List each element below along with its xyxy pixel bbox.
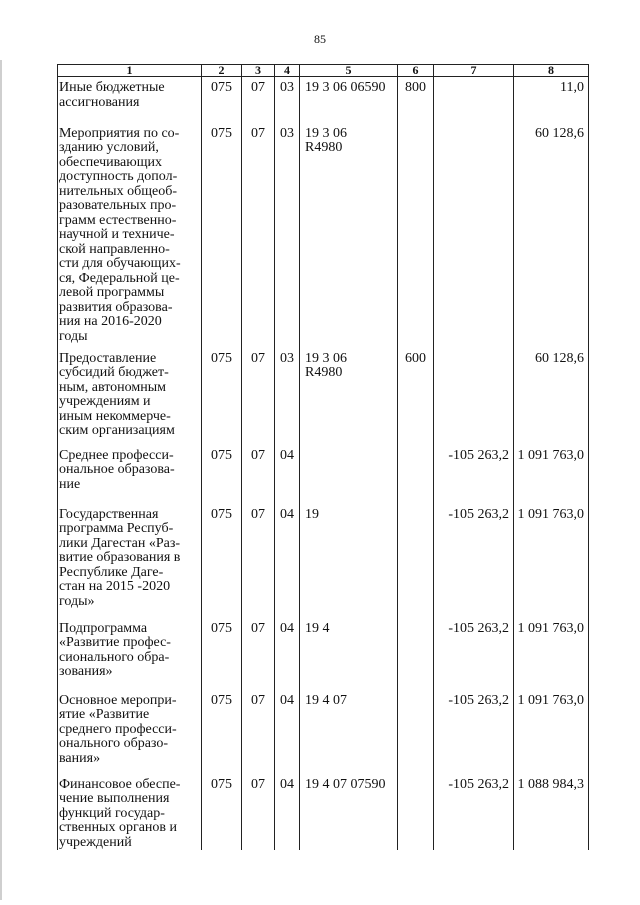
item-name-line: годы» [59, 593, 95, 609]
item-name-cell [58, 123, 202, 348]
item-name-line: учреждений [59, 834, 132, 850]
item-name-line: ся, Федеральной це- [59, 270, 180, 286]
ministry-code-cell: 075 [202, 123, 242, 348]
expense-type-cell [398, 123, 434, 348]
ministry-code-cell: 075 [202, 690, 242, 774]
header-row [58, 65, 589, 77]
table-row [58, 445, 589, 504]
change-amount-cell: -105 263,2 [434, 445, 514, 504]
item-name-line: Предоставление [59, 350, 157, 366]
subsection-code-cell: 04 [275, 504, 300, 618]
item-name-line: «Развитие профес- [59, 635, 171, 650]
ministry-code-cell: 075 [202, 504, 242, 618]
subsection-code-cell: 04 [275, 618, 300, 690]
item-name-line: грамм естественно- [59, 212, 177, 228]
subsection-code-cell: 03 [275, 123, 300, 348]
item-name-cell [58, 504, 202, 618]
total-amount-cell: 1 091 763,0 [514, 690, 589, 774]
table-row [58, 774, 589, 851]
item-name-line: иным некоммерче- [59, 408, 171, 424]
section-code-cell: 07 [242, 690, 275, 774]
total-amount-cell: 1 091 763,0 [514, 504, 589, 618]
target-article-line: 19 4 [305, 620, 330, 636]
column-header: 5 [300, 65, 398, 77]
item-name-line: ятие «Развитие [59, 707, 150, 722]
item-name-line: ние [59, 476, 81, 492]
change-amount-cell: -105 263,2 [434, 774, 514, 851]
item-name-line: Среднее професси- [59, 447, 174, 463]
item-name-line: функций государ- [59, 805, 165, 821]
expense-type-cell [398, 774, 434, 851]
item-name-line: среднего професси- [59, 721, 177, 737]
item-name-cell [58, 445, 202, 504]
item-name-line: обеспечивающих [59, 154, 162, 170]
target-article-cell [300, 77, 398, 123]
item-name-line: Финансовое обеспе- [59, 776, 181, 792]
target-article-cell [300, 774, 398, 851]
item-name-cell [58, 348, 202, 445]
subsection-code-cell: 04 [275, 445, 300, 504]
target-article-cell [300, 445, 398, 504]
change-amount-cell: -105 263,2 [434, 690, 514, 774]
change-amount-cell: -105 263,2 [434, 618, 514, 690]
item-name-line: годы [59, 328, 88, 344]
target-article-cell [300, 348, 398, 445]
page-number: 85 [314, 32, 326, 46]
item-name-line: Мероприятия по со- [59, 125, 180, 141]
ministry-code-cell: 075 [202, 618, 242, 690]
item-name-line: стан на 2015 -2020 [59, 579, 171, 594]
item-name-line: зования» [59, 664, 113, 679]
item-name-line: Республике Даге- [59, 564, 164, 580]
section-code-cell: 07 [242, 123, 275, 348]
item-name-line: Государственная [59, 506, 159, 522]
table-row [58, 348, 589, 445]
item-name-line: онального образо- [59, 736, 169, 751]
item-name-line: левой программы [59, 285, 165, 300]
ministry-code-cell: 075 [202, 774, 242, 851]
ministry-code-cell: 075 [202, 348, 242, 445]
total-amount-cell: 1 091 763,0 [514, 445, 589, 504]
total-amount-cell: 11,0 [514, 77, 589, 123]
ministry-code-cell: 075 [202, 77, 242, 123]
item-name-line: ния на 2016-2020 [59, 314, 162, 329]
item-name-line: разовательных про- [59, 198, 177, 213]
table-row [58, 77, 589, 123]
column-header: 4 [275, 65, 300, 77]
target-article-line: 19 3 06 [305, 125, 347, 141]
item-name-line: доступность допол- [59, 169, 178, 184]
subsection-code-cell: 04 [275, 690, 300, 774]
table-row [58, 123, 589, 348]
item-name-line: ским организациям [59, 423, 175, 438]
expense-type-cell [398, 504, 434, 618]
scan-left-edge [0, 60, 2, 900]
item-name-line: ской направленно- [59, 241, 170, 257]
target-article-line: 19 [305, 506, 319, 522]
target-article-line: 19 4 07 [305, 692, 347, 708]
item-name-line: сионального обра- [59, 649, 170, 665]
expense-type-cell [398, 445, 434, 504]
total-amount-cell: 60 128,6 [514, 123, 589, 348]
item-name-line: витие образования в [59, 550, 181, 565]
change-amount-cell: -105 263,2 [434, 504, 514, 618]
target-article-cell [300, 618, 398, 690]
column-header: 6 [398, 65, 434, 77]
target-article-cell [300, 690, 398, 774]
column-header: 1 [58, 65, 202, 77]
section-code-cell: 07 [242, 445, 275, 504]
item-name-line: развития образова- [59, 299, 173, 315]
item-name-line: Основное меропри- [59, 692, 177, 708]
column-header: 7 [434, 65, 514, 77]
item-name-line: ственных органов и [59, 820, 178, 835]
item-name-line: научной и техниче- [59, 227, 175, 242]
ministry-code-cell: 075 [202, 445, 242, 504]
change-amount-cell [434, 348, 514, 445]
item-name-line: Иные бюджетные [59, 80, 165, 95]
section-code-cell: 07 [242, 77, 275, 123]
item-name-cell [58, 618, 202, 690]
target-article-line: R4980 [305, 365, 343, 380]
expense-type-cell: 800 [398, 77, 434, 123]
table-row [58, 618, 589, 690]
item-name-line: сти для обучающих- [59, 256, 181, 271]
change-amount-cell [434, 123, 514, 348]
item-name-cell [58, 77, 202, 123]
item-name-line: зданию условий, [59, 140, 159, 155]
total-amount-cell: 1 088 984,3 [514, 774, 589, 851]
column-header: 3 [242, 65, 275, 77]
target-article-line: 19 3 06 [305, 350, 347, 366]
section-code-cell: 07 [242, 618, 275, 690]
item-name-line: ассигнования [59, 94, 140, 110]
item-name-line: нительных общеоб- [59, 183, 177, 199]
expense-type-cell: 600 [398, 348, 434, 445]
item-name-cell [58, 690, 202, 774]
item-name-line: ным, автономным [59, 379, 167, 395]
item-name-line: вания» [59, 750, 101, 766]
budget-table [57, 64, 589, 850]
total-amount-cell: 60 128,6 [514, 348, 589, 445]
table-row [58, 690, 589, 774]
item-name-line: чение выполнения [59, 791, 170, 806]
item-name-line: ональное образова- [59, 462, 175, 477]
table-row [58, 504, 589, 618]
expense-type-cell [398, 690, 434, 774]
target-article-line: 19 4 07 07590 [305, 776, 386, 792]
subsection-code-cell: 03 [275, 348, 300, 445]
column-header: 2 [202, 65, 242, 77]
subsection-code-cell: 03 [275, 77, 300, 123]
target-article-cell [300, 123, 398, 348]
item-name-line: Подпрограмма [59, 620, 148, 636]
section-code-cell: 07 [242, 504, 275, 618]
target-article-line: R4980 [305, 140, 343, 155]
section-code-cell: 07 [242, 348, 275, 445]
change-amount-cell [434, 77, 514, 123]
column-header: 8 [514, 65, 589, 77]
expense-type-cell [398, 618, 434, 690]
target-article-line: 19 3 06 06590 [305, 80, 386, 95]
item-name-cell [58, 774, 202, 851]
subsection-code-cell: 04 [275, 774, 300, 851]
item-name-line: субсидий бюджет- [59, 365, 169, 380]
total-amount-cell: 1 091 763,0 [514, 618, 589, 690]
item-name-line: учреждениям и [59, 394, 151, 409]
section-code-cell: 07 [242, 774, 275, 851]
target-article-cell [300, 504, 398, 618]
item-name-line: программа Респуб- [59, 521, 174, 536]
item-name-line: лики Дагестан «Раз- [59, 535, 181, 551]
